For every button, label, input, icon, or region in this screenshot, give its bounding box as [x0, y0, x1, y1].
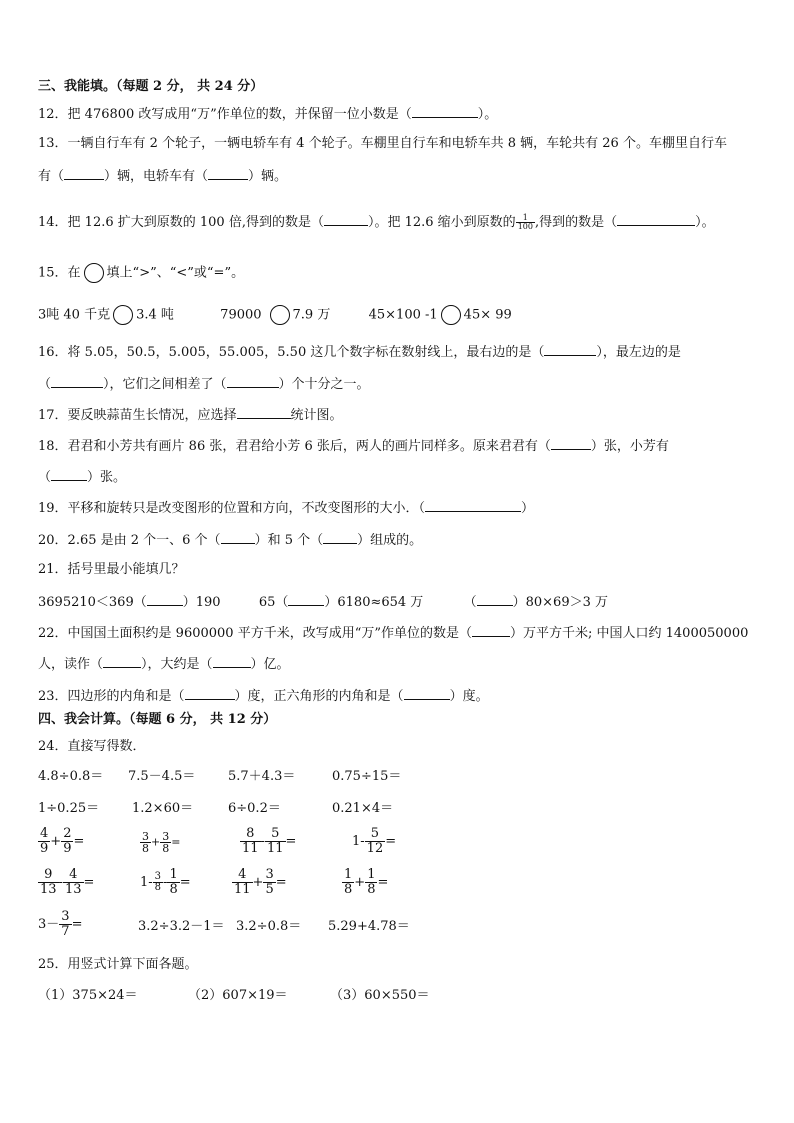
q14-part3: ,得到的数是（ [534, 215, 618, 230]
q22-pre2: 人，读作（ [38, 657, 104, 672]
q23-mid: ）度，正六角形的内角和是（ [234, 689, 404, 704]
q22-close: ）亿。 [250, 657, 290, 672]
q14-part1: 14．把 12.6 扩大到原数的 100 倍,得到的数是（ [38, 215, 324, 230]
q21-blank-c[interactable] [477, 592, 513, 606]
q18-line1: 18．君君和小芳共有画片 86 张，君君给小芳 6 张后，两人的画片同样多。原来君君有（ [38, 439, 551, 454]
q15-b-left: 79000 [220, 307, 262, 323]
question-25-title: 25．用竖式计算下面各题。 [38, 957, 198, 972]
q16-blank-diff[interactable] [227, 374, 279, 388]
q15-c-right: 45× 99 [463, 307, 512, 323]
q21-b-pre: 65（ [258, 595, 289, 610]
fraction-expression: $\frac{3}{8}$ + $\frac{3}{8}$ = [142, 830, 181, 855]
q18-mid: ）张，小芳有 [590, 439, 669, 454]
q21-b-post: ）6180≈654 万 [324, 595, 424, 610]
q17-post: 统计图。 [290, 408, 343, 423]
question-17 [38, 405, 343, 425]
q12-close: ）。 [477, 107, 498, 122]
q13-mid: ）辆，电轿车有（ [104, 169, 209, 184]
q16-line1: 16．将 5.05，50.5，5.005，55.005，5.50 这几个数字标在数射线上，最右边的是（ [38, 345, 545, 360]
q15-a-circle[interactable] [113, 305, 133, 325]
q20-blank-2[interactable] [323, 530, 357, 544]
question-19 [38, 498, 534, 518]
question-22-line-1 [38, 623, 748, 643]
calc-item: 6÷0.2＝ [228, 801, 281, 816]
q15-b-right: 7.9 万 [292, 307, 331, 323]
section-4-title: 四、我会计算。（每题 6 分， 共 12 分） [38, 712, 277, 727]
calc-item: 5.7＋4.3＝ [228, 769, 296, 784]
question-13-line-2 [38, 166, 287, 186]
question-16-line-2 [38, 374, 370, 394]
fraction-expression: 1- $\frac{5}{12}$ = [352, 826, 397, 856]
fraction-expression: 3－ $\frac{3}{7}$ = [38, 909, 83, 939]
calc-item: （1）375×24＝ [38, 988, 138, 1003]
q14-blank-1[interactable] [324, 212, 368, 226]
question-21-items [38, 592, 608, 612]
q23-pre: 23．四边形的内角和是（ [38, 689, 185, 704]
q16-mid2: ），它们之间相差了（ [103, 377, 227, 392]
fraction-expression: $\frac{1}{8}$ + $\frac{1}{8}$ = [344, 867, 389, 897]
q15-post: 填上“>”、“<”或“=”。 [106, 265, 245, 281]
calc-item: 3.2÷0.8＝ [236, 919, 302, 934]
q13-close: ）辆。 [248, 169, 288, 184]
calc-item: （3）60×550＝ [330, 988, 430, 1003]
q16-blank-left[interactable] [51, 374, 103, 388]
q23-blank-quad[interactable] [185, 686, 235, 700]
q13-pre: 有（ [38, 169, 65, 184]
q21-blank-a[interactable] [147, 592, 183, 606]
question-24-title: 24．直接写得数． [38, 739, 146, 754]
q21-c-pre: （ [463, 595, 477, 610]
question-15 [38, 263, 244, 283]
fraction-expression: 1- $\frac{3}{8}$ - $\frac{1}{8}$ = [140, 867, 191, 897]
q13-blank-bikes[interactable] [64, 166, 104, 180]
q18-pre2: （ [38, 470, 52, 485]
q23-close: ）度。 [449, 689, 489, 704]
q22-blank-area[interactable] [472, 623, 510, 637]
q14-close: ）。 [695, 215, 715, 230]
section-3-title: 三、我能填。（每题 2 分， 共 24 分） [38, 79, 264, 94]
q15-c-circle[interactable] [441, 305, 461, 325]
q21-blank-b[interactable] [288, 592, 324, 606]
q22-blank-read[interactable] [103, 654, 141, 668]
fraction-expression: $\frac{4}{9}$ + $\frac{2}{9}$ = [40, 826, 85, 856]
q15-comparisons [38, 305, 512, 325]
q22-line1: 22．中国国土面积约是 9600000 平方千米，改写成用“万”作单位的数是（ [38, 626, 472, 641]
q15-pre: 15．在 [38, 265, 81, 281]
calc-item: 5.29+4.78＝ [328, 919, 410, 934]
calc-item: 1.2×60＝ [132, 801, 194, 816]
question-18-line-1 [38, 436, 669, 456]
q20-mid: ）和 5 个（ [254, 533, 324, 548]
calc-item: 0.75÷15＝ [332, 769, 402, 784]
q14-blank-2[interactable] [617, 212, 695, 226]
question-22-line-2 [38, 654, 290, 674]
q17-blank[interactable] [237, 405, 291, 419]
q22-blank-approx[interactable] [213, 654, 251, 668]
q14-fraction: $\frac{1}{100}$ [517, 213, 533, 231]
q17-pre: 17．要反映蒜苗生长情况，应选择 [38, 408, 237, 423]
q19-close: ） [521, 501, 535, 516]
circle-icon [84, 263, 104, 283]
q16-pre2: （ [38, 377, 52, 392]
q15-c-left: 45×100 -1 [368, 307, 438, 323]
q12-blank[interactable] [412, 104, 478, 118]
q16-close: ）个十分之一。 [278, 377, 370, 392]
q15-a-right: 3.4 吨 [136, 307, 174, 323]
calc-item: 3.2÷3.2－1＝ [138, 919, 225, 934]
question-20 [38, 530, 422, 550]
q20-pre: 20．2.65 是由 2 个一、6 个（ [38, 533, 221, 548]
question-18-line-2 [38, 467, 126, 487]
question-13-line-1: 13．一辆自行车有 2 个轮子，一辆电轿车有 4 个轮子。车棚里自行车和电轿车共 8 辆，车轮共有 26 个。车棚里自行车 [38, 136, 727, 151]
q16-mid1: ），最左边的是 [596, 345, 681, 360]
q19-text: 19．平移和旋转只是改变图形的位置和方向，不改变图形的大小．（ [38, 501, 426, 516]
calc-item: （2）607×19＝ [188, 988, 288, 1003]
fraction-expression: $\frac{4}{11}$ + $\frac{3}{5}$ = [234, 867, 287, 897]
q21-a-pre: 3695210＜369（ [38, 595, 147, 610]
fraction-expression: $\frac{8}{11}$ - $\frac{5}{11}$ = [242, 826, 297, 856]
fraction-expression: $\frac{9}{13}$ - $\frac{4}{13}$ = [40, 867, 95, 897]
q15-a-left: 3吨 40 千克 [38, 307, 111, 323]
q14-part2: ）。把 12.6 缩小到原数的 [367, 215, 516, 230]
calc-item: 0.21×4＝ [332, 801, 394, 816]
q20-close: ）组成的。 [357, 533, 423, 548]
q22-mid1: ）万平方千米; 中国人口约 1400050000 [510, 626, 749, 641]
q13-blank-ebikes[interactable] [208, 166, 248, 180]
q15-b-circle[interactable] [270, 305, 290, 325]
q18-blank-fang[interactable] [51, 467, 87, 481]
q21-c-post: ）80×69＞3 万 [512, 595, 608, 610]
q18-blank-jun[interactable] [551, 436, 591, 450]
q19-blank[interactable] [425, 498, 521, 512]
question-21-title: 21．括号里最小能填几？ [38, 562, 185, 577]
calc-item: 1÷0.25＝ [38, 801, 100, 816]
q16-blank-right[interactable] [544, 342, 596, 356]
q22-mid2: ），大约是（ [141, 657, 213, 672]
q21-a-post: ）190 [182, 595, 221, 610]
q20-blank-1[interactable] [221, 530, 255, 544]
q12-text: 12．把 476800 改写成用“万”作单位的数，并保留一位小数是（ [38, 107, 412, 122]
question-16-line-1 [38, 342, 681, 362]
q18-close: ）张。 [87, 470, 127, 485]
question-12 [38, 104, 497, 124]
question-23 [38, 686, 489, 706]
calc-item: 7.5－4.5＝ [128, 769, 196, 784]
calc-item: 4.8÷0.8＝ [38, 769, 104, 784]
q23-blank-hex[interactable] [404, 686, 450, 700]
question-14 [38, 212, 715, 232]
